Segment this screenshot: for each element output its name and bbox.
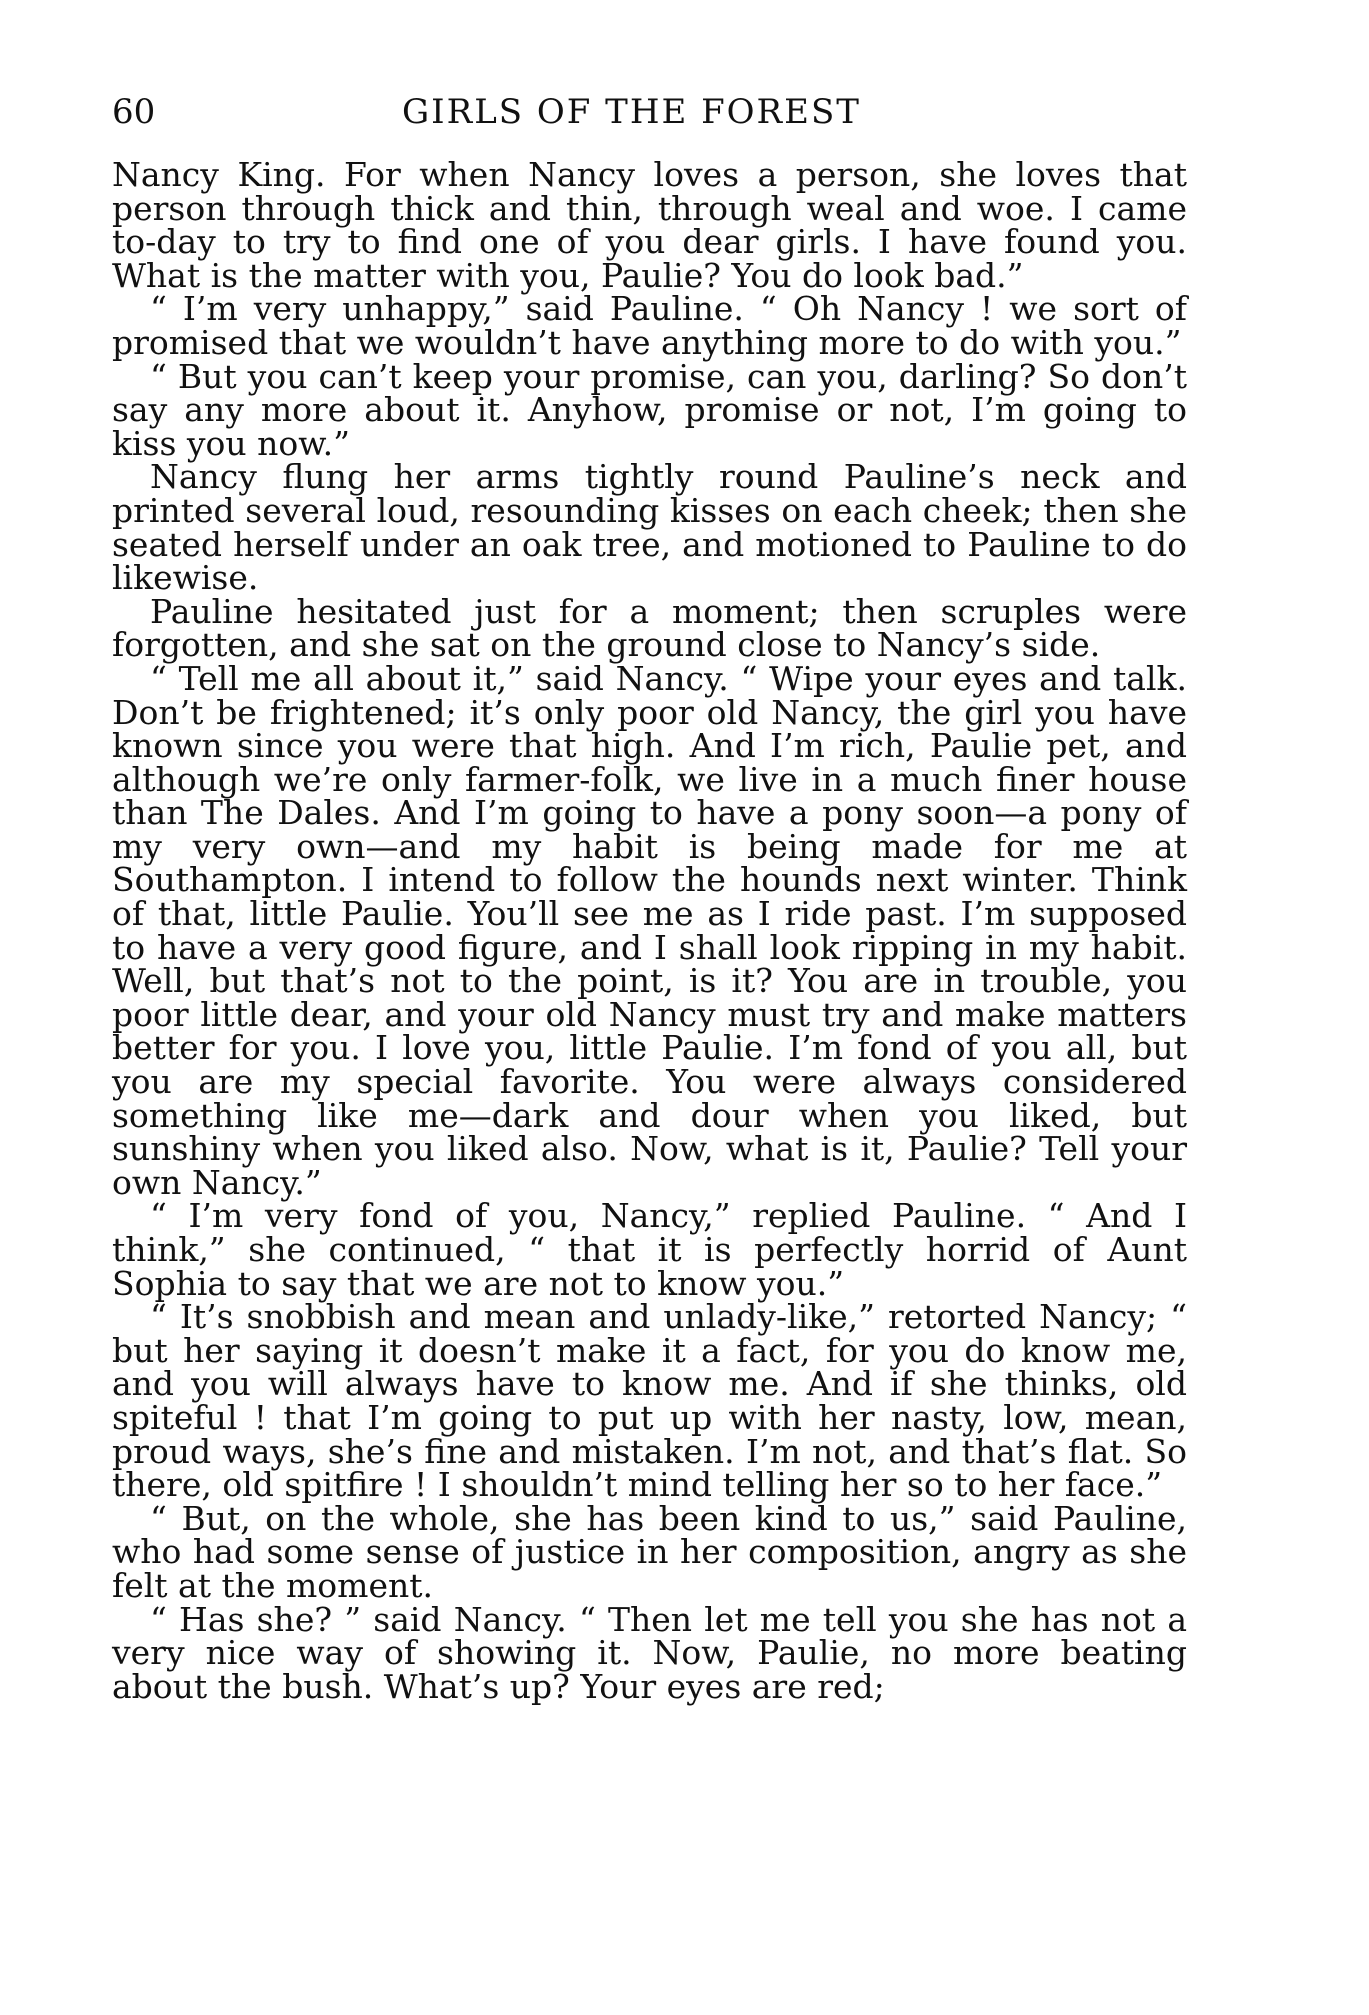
paragraph: “ But you can’t keep your promise, can you, darling? So don’t say any more about it. Anyhow, promise or not, I’m going to kiss you now.” bbox=[112, 356, 1187, 463]
paragraph: “ Tell me all about it,” said Nancy. “ Wipe your eyes and talk. Don’t be frightened; it’s only poor old Nancy, the girl you have known since you were that high. And I’m rich, Paulie pet, and although we’re only farmer-folk, we live in a much finer house than The Dales. And I’m going to have a pony soon—a pony of my very own—and my habit is being made for me at Southampton. I intend to follow the hounds next winter. Think of that, little Paulie. You’ll see me as I ride past. I’m supposed to have a very good figure, and I shall look ripping in my habit. Well, but that’s not to the point, is it? You are in trouble, you poor little dear, and your old Nancy must try and make matters better for you. I love you, little Paulie. I’m fond of you all, but you are my special favorite. You were always considered something like me—dark and dour when you liked, but sunshiny when you liked also. Now, what is it, Paulie? Tell your own Nancy.” bbox=[112, 658, 1187, 1202]
paragraph: “ I’m very unhappy,” said Pauline. “ Oh Nancy ! we sort of promised that we wouldn’t have anything more to do with you.” bbox=[112, 289, 1187, 362]
paragraph: Pauline hesitated just for a moment; then scruples were forgotten, and she sat on the ground close to Nancy’s side. bbox=[112, 591, 1187, 665]
paragraph: Nancy King. For when Nancy loves a person, she loves that person through thick and thin, through weal and woe. I came to-day to try to find one of you dear girls. I have found you. What is the matter with you, Paulie? You do look bad.” bbox=[112, 155, 1187, 295]
paragraph: Nancy flung her arms tightly round Pauline’s neck and printed several loud, resounding kisses on each cheek; then she seated herself under an oak tree, and motioned to Pauline to do likewise. bbox=[112, 457, 1187, 598]
paragraph: “ Has she? ” said Nancy. “ Then let me tell you she has not a very nice way of showing it. Now, Paulie, no more beating about the bush. What’s up? Your eyes are red; bbox=[112, 1599, 1187, 1706]
running-title: GIRLS OF THE FOREST bbox=[402, 92, 861, 132]
page-number: 60 bbox=[112, 92, 156, 132]
paragraph: “ But, on the whole, she has been kind to us,” said Pauline, who had some sense of justice in her composition, angry as she felt at the moment. bbox=[112, 1498, 1187, 1605]
paragraph: “ It’s snobbish and mean and unlady-like,” retorted Nancy; “ but her saying it doesn’t make it a fact, for you do know me, and you will always have to know me. And if she thinks, old spiteful ! that I’m going to put up with her nasty, low, mean, proud ways, she’s fine and mistaken. I’m not, and that’s flat. So there, old spitfire ! I shouldn’t mind telling her so to her face.” bbox=[112, 1297, 1187, 1505]
paragraph: “ I’m very fond of you, Nancy,” replied Pauline. “ And I think,” she continued, “ that it is perfectly horrid of Aunt Sophia to say that we are not to know you.” bbox=[112, 1196, 1187, 1303]
running-head bbox=[112, 92, 1187, 132]
book-page bbox=[112, 92, 1187, 1706]
body-text bbox=[112, 155, 1187, 1706]
